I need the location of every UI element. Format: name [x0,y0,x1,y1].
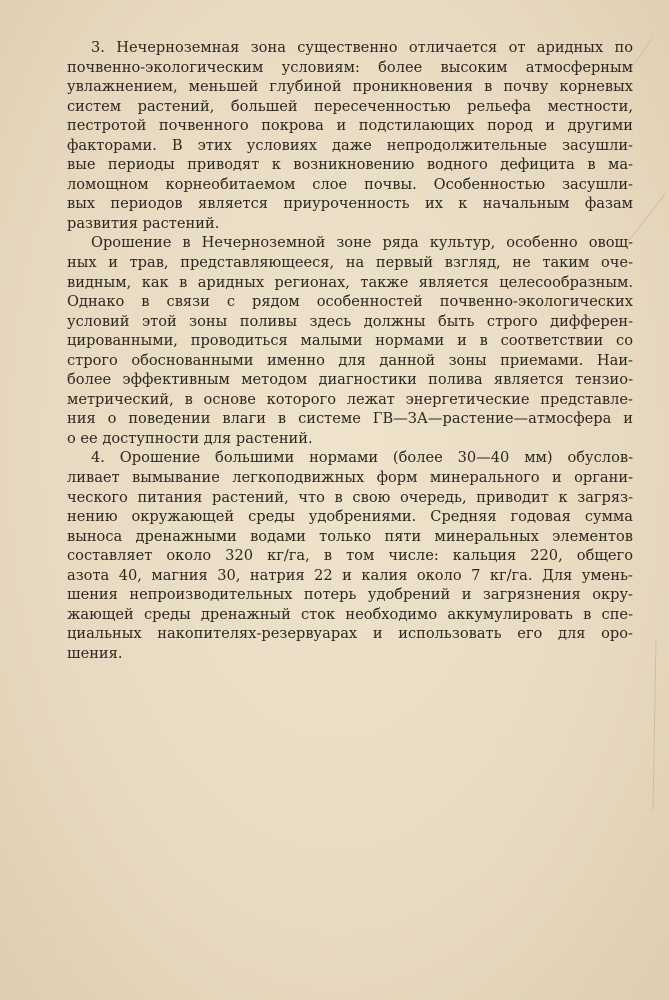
text-line: 3. Нечерноземная зона существенно отличается от аридных по [91,39,633,56]
text-line: ческого питания растений, что в свою очередь, приводит к загряз- [67,488,633,506]
text-line: цированными, проводиться малыми нормами и в соответствии со [67,332,633,350]
pencil-mark [653,640,657,810]
text-line: видным, как в аридных регионах, также является целесообразным. [67,273,633,291]
body-text [67,38,633,664]
text-line: условий этой зоны поливы здесь должны быть строго дифферен- [67,312,633,330]
text-line: ломощном корнеобитаемом слое почвы. Особенностью засушли- [67,175,633,193]
text-line: Однако в связи с рядом особенностей почвенно-экологических [67,293,633,311]
text-line: вые периоды приводят к возникновению водного дефицита в ма- [67,156,633,174]
text-line: нению окружающей среды удобрениями. Средняя годовая сумма [67,508,633,526]
text-line: 4. Орошение большими нормами (более 30—40 мм) обуслов- [91,449,633,467]
text-line: вых периодов является приуроченность их к начальным фазам [67,195,633,213]
text-line: пестротой почвенного покрова и подстилающих пород и другими [67,117,633,135]
text-line: увлажнением, меньшей глубиной проникновения в почву корневых [67,78,633,96]
pencil-mark [628,194,666,242]
text-line: более эффективным методом диагностики полива является тензио- [67,371,633,389]
text-line: о ее доступности для растений. [67,429,313,447]
text-line: циальных накопителях-резервуарах и использовать его для оро- [67,625,633,643]
paragraph-4 [67,448,633,663]
text-line: метрический, в основе которого лежат энергетические представле- [67,390,633,408]
text-line: ливает вымывание легкоподвижных форм минерального и органи- [67,469,633,487]
text-line: строго обоснованными именно для данной зоны приемами. Наи- [67,351,633,369]
text-line: азота 40, магния 30, натрия 22 и калия около 7 кг/га. Для умень- [67,566,633,584]
text-line: шения непроизводительных потерь удобрений и загрязнения окру- [67,586,633,604]
text-line: систем растений, большей пересеченностью рельефа местности, [67,97,633,115]
text-line: шения. [67,644,123,662]
text-line: жающей среды дренажный сток необходимо аккумулировать в спе- [67,605,633,623]
text-line: Орошение в Нечерноземной зоне ряда культур, особенно овощ- [91,234,633,252]
paragraph-3 [67,38,633,233]
text-line: выноса дренажными водами только пяти минеральных элементов [67,527,633,545]
text-line: факторами. В этих условиях даже непродолжительные засушли- [67,136,633,154]
text-line: ния о поведении влаги в системе ГВ—ЗА—растение—атмосфера и [67,410,633,428]
paragraph-irrigation [67,233,633,448]
text-line: почвенно-экологическим условиям: более высоким атмосферным [67,58,633,76]
text-line: составляет около 320 кг/га, в том числе: кальция 220, общего [67,547,633,565]
text-line: ных и трав, представляющееся, на первый взгляд, не таким оче- [67,254,633,272]
text-line: развития растений. [67,214,220,232]
